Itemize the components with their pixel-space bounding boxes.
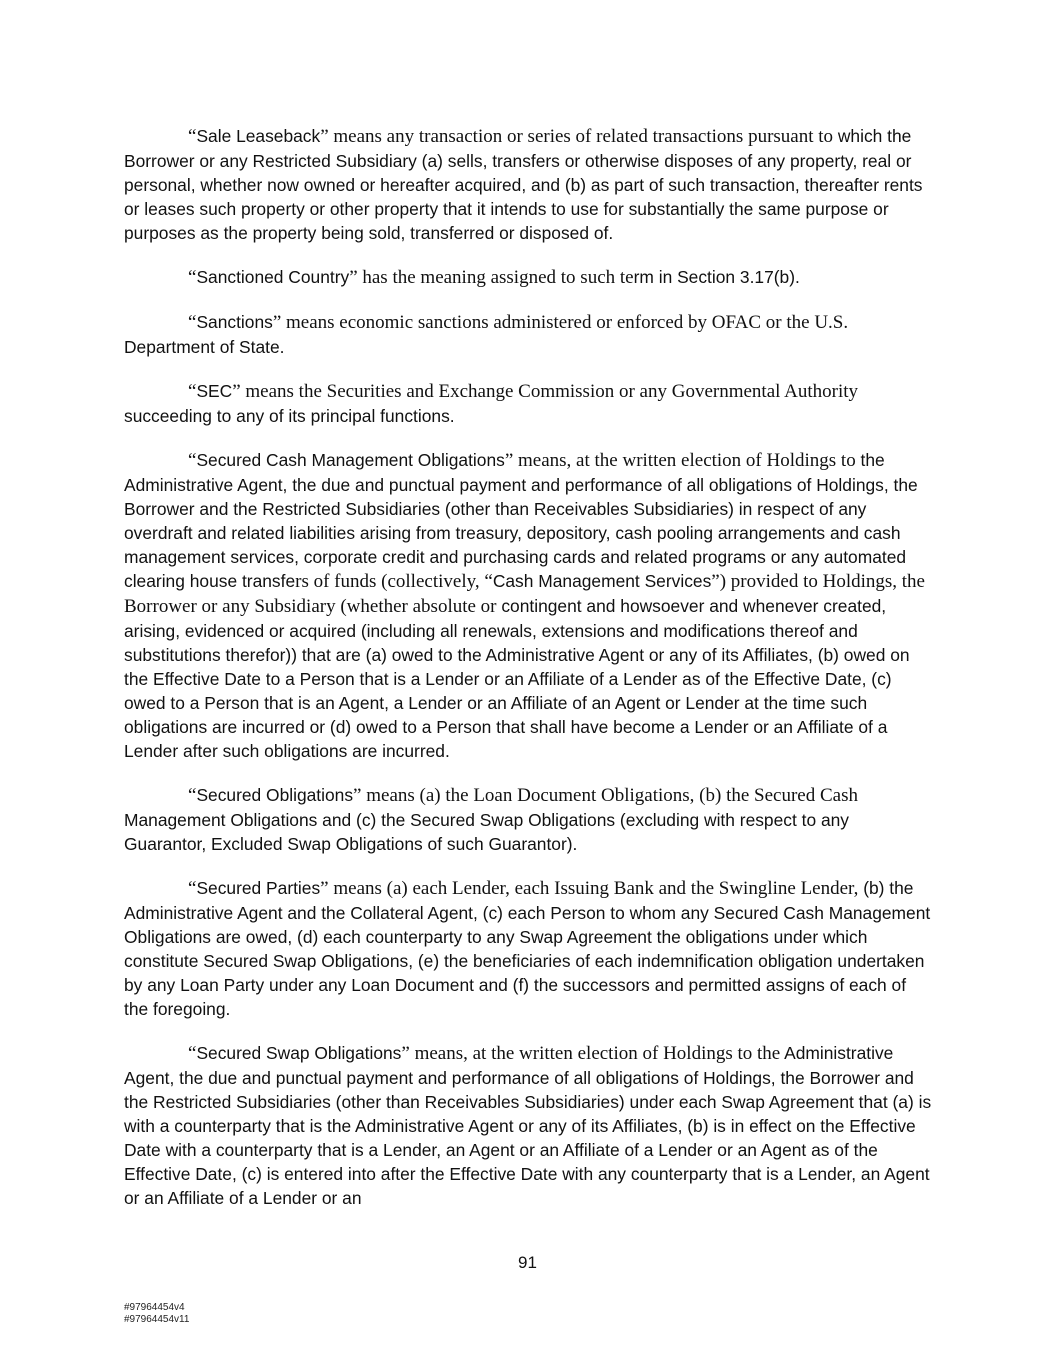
open-quote: “ [188, 267, 197, 288]
open-quote: “ [188, 1043, 197, 1064]
defined-term: Secured Cash Management Obligations [196, 450, 505, 470]
close-quote: ” [320, 878, 329, 899]
definition-text: Management Obligations and (c) the Secured Swap Obligations (excluding with respect to any Guarantor, Excluded Swap Obligations of such Guarantor). [124, 810, 850, 854]
definition-lead: means, at the written election of Holdings to [513, 450, 856, 471]
definition-sanctions [124, 310, 934, 359]
definition-mid-tail: ”) provided to Holdings, the Borrower or any Subsidiary (whether absolute or [124, 571, 925, 617]
definition-text: rm in Section 3.17(b). [633, 267, 800, 287]
definition-sec [124, 379, 934, 428]
defined-term: Secured Obligations [196, 785, 354, 805]
definition-lead: means, at the written election of Holdings to the [409, 1043, 781, 1064]
close-quote: ” [353, 785, 362, 806]
close-quote: ” [504, 450, 514, 471]
defined-term: Sanctioned Country [196, 267, 350, 287]
open-quote: “ [188, 126, 197, 147]
close-quote: ” [401, 1043, 410, 1064]
definitions-body [124, 124, 934, 1230]
close-quote: ” [272, 312, 282, 333]
page-number: 91 [518, 1253, 537, 1272]
defined-term: Sanctions [196, 312, 273, 332]
inner-defined-term: Cash Management Services [492, 571, 712, 591]
definition-text-tail: contingent and howsoever and whenever created, arising, evidenced or acquired (including all renewals, extensions and modifications thereof and substitutions therefor)) that are (a) owed to the Administrative Agent or any of its Affiliates, (b) owed on the Effective Date to a Person that is a Lender or an Affiliate of a Lender as of the Effective Date, (c) owed to a Person that is an Agent, a Lender or an Affiliate of an Agent or Lender at the time such obligations are incurred or (d) owed to a Person that shall have become a Lender or an Affiliate of a Lender after such obligations are incurred. [124, 596, 910, 761]
defined-term: Sale Leaseback [196, 126, 321, 146]
definition-lead: means (a) each Lender, each Issuing Bank and the Swingline Lender, [328, 878, 859, 899]
definition-text: Department of State. [124, 337, 285, 357]
definition-sale-leaseback [124, 124, 934, 245]
definition-lead: means any transaction or series of related transactions pursuant to [328, 126, 834, 147]
open-quote: “ [188, 312, 197, 333]
definition-secured-cash-management-obligations [124, 448, 934, 763]
open-quote: “ [188, 450, 197, 471]
defined-term: Secured Swap Obligations [196, 1043, 402, 1063]
open-quote: “ [188, 785, 197, 806]
definition-sanctioned-country [124, 265, 934, 290]
definition-text: which the Borrower or any Restricted Subsidiary (a) sells, transfers or otherwise disposes of any property, real or personal, whether now owned or hereafter acquired, and (b) as part of such transaction, thereafter rents or leases such property or other property that it intends to use for substantially the same purpose or purposes as the property being sold, transferred or disposed of. [124, 126, 923, 243]
open-quote: “ [188, 878, 197, 899]
definition-text: (b) the Administrative Agent and the Collateral Agent, (c) each Person to whom any Secured Cash Management Obligations are owed, (d) each counterparty to any Swap Agreement the obligations under which constitute Secured Swap Obligations, (e) the beneficiaries of each indemnification obligation undertaken by any Loan Party under any Loan Document and (f) the successors and permitted assigns of each of the foregoing. [124, 878, 931, 1019]
definition-lead: means the Securities and Exchange Commission or any Governmental Authority [240, 381, 859, 402]
definition-secured-obligations [124, 783, 934, 856]
close-quote: ” [349, 267, 358, 288]
definition-secured-parties [124, 876, 934, 1021]
definition-lead: means economic sanctions administered or enforced by OFAC or the U.S. [281, 312, 849, 333]
document-ids [124, 1302, 189, 1326]
definition-secured-swap-obligations [124, 1041, 934, 1210]
definition-text: succeeding to any of its principal functions. [124, 406, 455, 426]
definition-text: Administrative Agent, the due and punctual payment and performance of all obligations of Holdings, the Borrower and the Restricted Subsidiaries (other than Receivables Subsidiaries) under each Swap Agreement that (a) is with a counterparty that is the Administrative Agent or any of its Affiliates, (b) is in effect on the Effective Date with a counterparty that is a Lender, an Agent or an Affiliate of a Lender or an Agent as of the Effective Date, (c) is entered into after the Effective Date with any counterparty that is a Lender, an Agent or an Affiliate of a Lender or an [124, 1043, 932, 1208]
definition-text: the Administrative Agent, the due and punctual payment and performance of all obligations of Holdings, the Borrower and the Restricted Subsidiaries (other than Receivables Subsidiaries) in respect of any overdraft and related liabilities arising from treasury, depository, cash pooling arrangements and cash management services, corporate credit and purchasing cards and related programs or any automated clearing house transfe [124, 450, 918, 591]
defined-term: SEC [196, 381, 233, 401]
definition-lead: means (a) the Loan Document Obligations, (b) the Secured Cash [361, 785, 858, 806]
definition-mid: rs of funds (collectively, “ [295, 571, 493, 592]
close-quote: ” [232, 381, 241, 402]
defined-term: Secured Parties [196, 878, 321, 898]
document-id: #97964454v11 [124, 1314, 190, 1325]
document-id: #97964454v4 [124, 1302, 185, 1313]
definition-lead: has the meaning assigned to such te [357, 267, 634, 288]
open-quote: “ [188, 381, 197, 402]
close-quote: ” [320, 126, 329, 147]
